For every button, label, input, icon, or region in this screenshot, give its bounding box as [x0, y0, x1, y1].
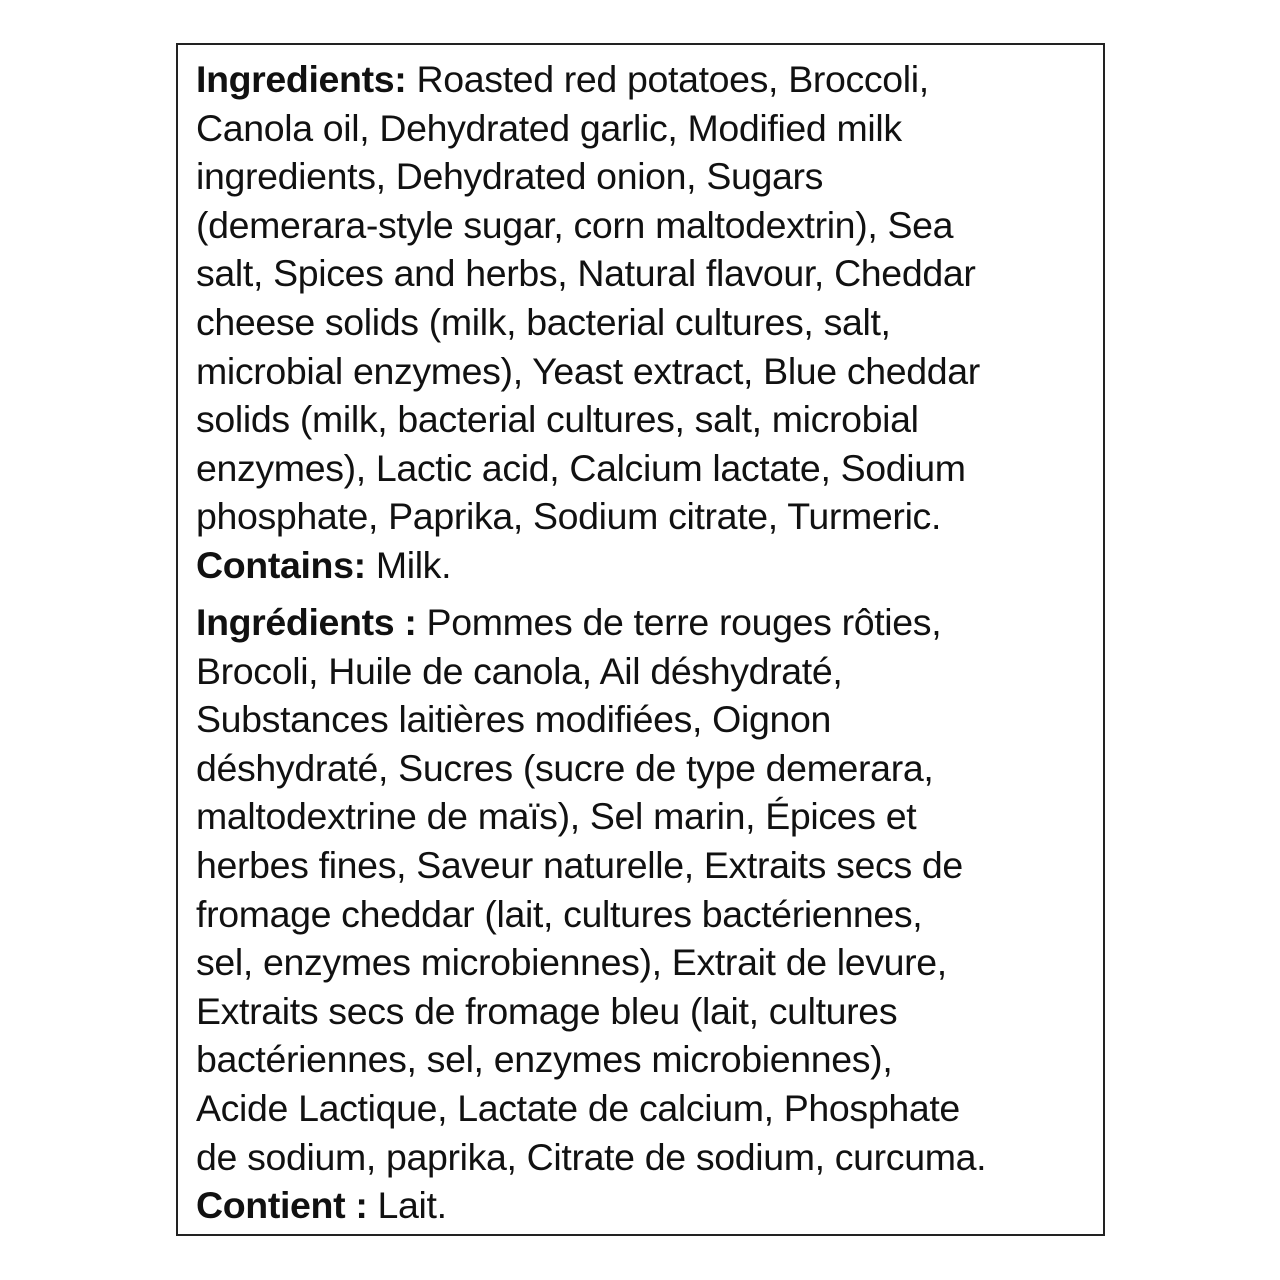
- ingredients-first-line: [196, 55, 1095, 104]
- ingredients-text-line: Canola oil, Dehydrated garlic, Modified milk: [196, 106, 902, 149]
- ingredients-text-line: de sodium, paprika, Citrate de sodium, curcuma.: [196, 1135, 987, 1178]
- contains-line: [196, 541, 1095, 590]
- ingredients-text-line: (demerara-style sugar, corn maltodextrin), Sea: [196, 203, 954, 246]
- ingredients-text-line: Roasted red potatoes, Broccoli,: [406, 58, 929, 100]
- ingredients-text-line: Substances laitières modifiées, Oignon: [196, 698, 831, 741]
- contains-value: Milk.: [365, 543, 452, 586]
- ingredients-text-line: herbes fines, Saveur naturelle, Extraits secs de: [196, 843, 963, 886]
- ingredients-heading: Ingredients:: [196, 58, 407, 100]
- contains-line: [196, 1181, 1095, 1230]
- contains-heading: Contient :: [196, 1184, 368, 1227]
- ingredients-text-line: phosphate, Paprika, Sodium citrate, Turmeric.: [196, 495, 942, 538]
- ingredients-text-line: bactériennes, sel, enzymes microbiennes),: [196, 1038, 893, 1081]
- contains-heading: Contains:: [196, 543, 366, 586]
- ingredients-text-line: sel, enzymes microbiennes), Extrait de levure,: [196, 941, 947, 984]
- ingredients-text-line: enzymes), Lactic acid, Calcium lactate, Sodium: [196, 446, 966, 489]
- ingredients-text-line: Acide Lactique, Lactate de calcium, Phosphate: [196, 1086, 960, 1129]
- french-ingredients-section: [196, 598, 1095, 1230]
- ingredients-label-panel: [176, 43, 1105, 1236]
- ingredients-text-line: Brocoli, Huile de canola, Ail déshydraté,: [196, 649, 843, 692]
- ingredients-text-line: Extraits secs de fromage bleu (lait, cultures: [196, 989, 898, 1032]
- ingredients-text-line: déshydraté, Sucres (sucre de type demerara,: [196, 746, 934, 789]
- english-ingredients-section: [196, 55, 1095, 590]
- ingredients-text-line: salt, Spices and herbs, Natural flavour, Cheddar: [196, 252, 976, 295]
- ingredients-text-line: cheese solids (milk, bacterial cultures, salt,: [196, 300, 891, 343]
- ingredients-text-line: microbial enzymes), Yeast extract, Blue cheddar: [196, 349, 980, 392]
- ingredients-first-line: [196, 598, 1095, 647]
- contains-value: Lait.: [367, 1184, 447, 1227]
- ingredients-heading: Ingrédients :: [196, 601, 417, 643]
- ingredients-text-line: Pommes de terre rouges rôties,: [416, 601, 942, 643]
- ingredients-text-line: solids (milk, bacterial cultures, salt, microbial: [196, 398, 919, 441]
- ingredients-text-line: maltodextrine de maïs), Sel marin, Épices et: [196, 795, 917, 838]
- ingredients-text-line: fromage cheddar (lait, cultures bactériennes,: [196, 892, 923, 935]
- ingredients-text-line: ingredients, Dehydrated onion, Sugars: [196, 155, 824, 198]
